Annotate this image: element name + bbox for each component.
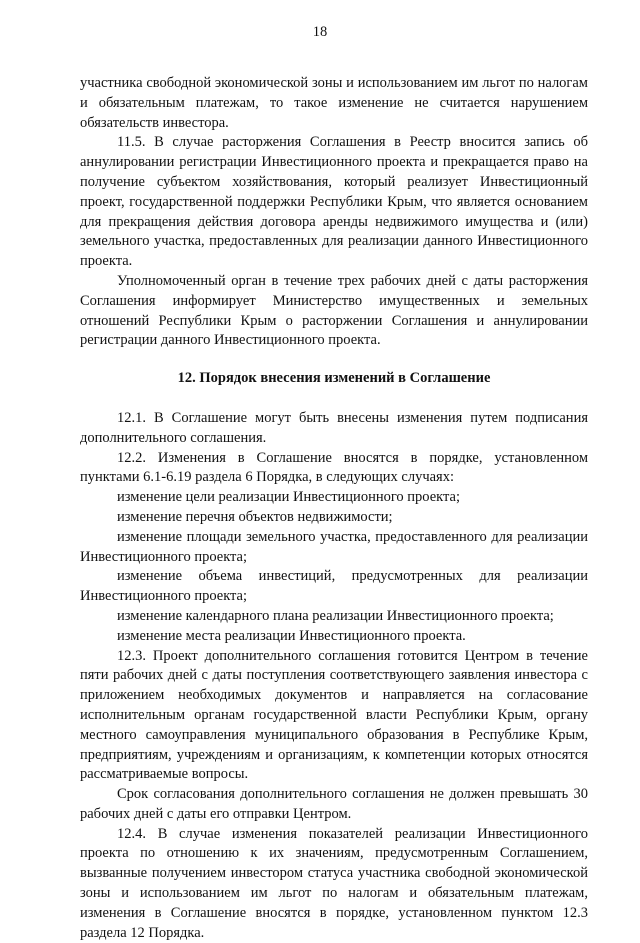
paragraph-12-4: 12.4. В случае изменения показателей реализации Инвестиционного проекта по отношению к их значениям, предусмотренным Соглашением, вызванные получением инвестором статуса участника свободной экономической зоны и использованием им льгот по налогам и обязательным платежам, изменения в Соглашение вносятся в порядке, установленном пунктом 12.3 раздела 12 Порядка. <box>80 825 588 941</box>
paragraph-12-2: 12.2. Изменения в Соглашение вносятся в порядке, установленном пунктами 6.1-6.19 раздела 6 Порядка, в следующих случаях: <box>80 449 588 486</box>
paragraph-12-3: 12.3. Проект дополнительного соглашения готовится Центром в течение пяти рабочих дней с даты поступления соответствующего заявления инвестора с приложением необходимых документов и направляется на согласование исполнительным органам государственной власти Республики Крым, органу местного самоуправления муниципального образования в Республике Крым, предприятиям, учреждениям и организациям, к компетенции которых относятся рассматриваемые вопросы. <box>80 647 588 783</box>
page-number: 18 <box>312 24 328 40</box>
paragraph-11-5: 11.5. В случае расторжения Соглашения в Реестр вносится запись об аннулировании регистрации Инвестиционного проекта и прекращается право на получение субъектом хозяйствования, который реализует Инвестиционный проект, государственной поддержки Республики Крым, что является основанием для прекращения действия договора аренды недвижимого имущества и (или) земельного участка, предоставленных для реализации данного Инвестиционного проекта. <box>80 134 588 270</box>
paragraph-approval-term: Срок согласования дополнительного соглашения не должен превышать 30 рабочих дней с даты его отправки Центром. <box>80 786 588 822</box>
list-item-location-change: изменение места реализации Инвестиционного проекта. <box>117 627 466 644</box>
section-heading: 12. Порядок внесения изменений в Соглашение <box>177 370 491 387</box>
document-body <box>80 74 588 943</box>
list-item-investment-volume-change: изменение объема инвестиций, предусмотренных для реализации Инвестиционного проекта; <box>80 568 588 605</box>
paragraph-continuation: участника свободной экономической зоны и использованием им льгот по налогам и обязательным платежам, то такое изменение не считается нарушением обязательств инвестора. <box>80 75 588 131</box>
list-item-schedule-change: изменение календарного плана реализации Инвестиционного проекта; <box>117 607 554 624</box>
list-item-property-change: изменение перечня объектов недвижимости; <box>117 508 393 525</box>
paragraph-authorized-body: Уполномоченный орган в течение трех рабочих дней с даты расторжения Соглашения информирует Министерство имущественных и земельных отношений Республики Крым о расторжении Соглашения и аннулировании регистрации данного Инвестиционного проекта. <box>80 272 588 349</box>
list-item-land-area-change: изменение площади земельного участка, предоставленного для реализации Инвестиционного проекта; <box>80 528 588 565</box>
paragraph-12-1: 12.1. В Соглашение могут быть внесены изменения путем подписания дополнительного соглашения. <box>80 409 588 446</box>
list-item-goal-change: изменение цели реализации Инвестиционного проекта; <box>117 489 461 506</box>
